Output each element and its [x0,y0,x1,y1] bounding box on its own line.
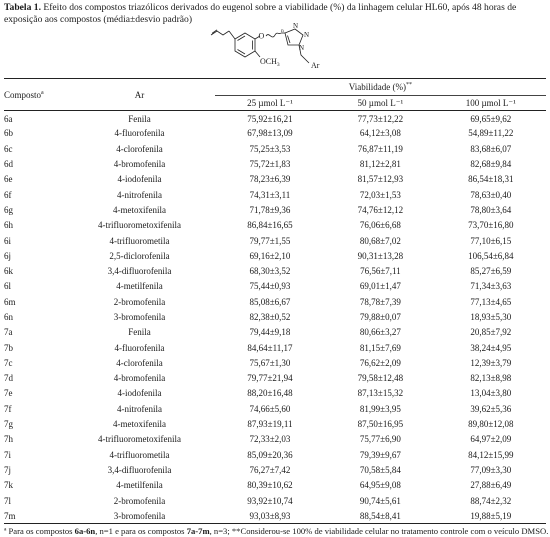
viab-50-cell: 87,50±16,95 [357,419,404,430]
table-caption [4,2,546,25]
header-viabilidade: Viabilidade (%)** [215,79,546,96]
composto-cell: 7g [4,419,13,430]
composto-cell: 6d [4,159,13,170]
ar-cell: 4-metoxifenila [113,204,166,215]
viab-100-cell: 38,24±4,95 [470,342,512,353]
ar-cell: 4-trifluorometila [109,449,170,460]
viab-50-cell: 64,95±9,08 [359,480,401,491]
allyl-chain [211,31,229,35]
viab-50-cell: 88,54±8,41 [359,510,401,521]
ar-cell: 4-fluorofenila [114,128,165,139]
viab-100-cell: 73,70±16,80 [468,220,514,231]
viab-50-cell: 90,74±5,61 [359,495,401,506]
table-row [4,309,546,324]
viab-25-cell: 76,27±7,42 [249,464,291,475]
viab-100-cell: 78,80±3,64 [470,204,512,215]
ar-cell: 4-clorofenila [116,357,163,368]
table-row [4,371,546,386]
table-row [4,126,546,141]
viab-100-cell: 82,13±8,98 [470,373,512,384]
viab-100-cell: 12,39±3,79 [470,357,512,368]
viab-100-cell: 27,88±6,49 [470,480,512,491]
viab-100-cell: 84,12±15,99 [468,449,514,460]
composto-cell: 7j [4,464,12,475]
ar-cell: Fenila [128,327,151,338]
composto-cell: 7d [4,373,13,384]
viab-25-cell: 80,39±10,62 [247,480,293,491]
composto-cell: 6h [4,220,13,231]
triazole-n-label-1: N [304,31,310,39]
viab-25-cell: 84,64±11,17 [247,342,293,353]
table-row [4,493,546,508]
table-row [4,202,546,217]
table-row [4,156,546,171]
allyl-link-bond [229,31,235,39]
ar-cell: 4-iodofenila [117,174,162,185]
ar-cell: 4-trifluorometoxifenila [98,434,181,445]
ar-cell: 4-clorofenila [116,143,163,154]
table-row [4,401,546,416]
ar-cell: 4-metoxifenila [113,419,166,430]
viab-50-cell: 70,58±5,84 [359,464,401,475]
composto-cell: 6m [4,296,16,307]
viab-25-cell: 85,08±6,67 [249,296,291,307]
ar-cell: 4-trifluorometoxifenila [98,220,181,231]
viab-50-cell: 76,06±6,68 [359,220,401,231]
viab-25-cell: 69,16±2,10 [249,250,291,261]
ar-cell: 4-bromofenila [113,373,166,384]
viab-25-cell: 72,33±2,03 [249,434,291,445]
composto-cell: 6n [4,312,13,322]
viab-50-cell: 81,99±3,95 [359,403,401,414]
viab-100-cell: 71,34±3,63 [470,281,512,292]
viab-25-cell: 71,78±9,36 [249,204,291,215]
viab-50-cell: 87,13±15,32 [357,388,404,399]
viab-25-cell: 87,93±19,11 [247,419,293,430]
viab-100-cell: 13,04±3,80 [470,388,512,399]
viab-100-cell: 18,93±5,30 [470,312,512,322]
ar-cell: 2-bromofenila [113,296,166,307]
table-row [4,508,546,523]
table-row [4,478,546,493]
viab-50-cell: 64,12±3,08 [359,128,401,139]
ar-cell: 4-nitrofenila [117,403,162,414]
ar-cell: 3,4-difluorofenila [107,266,172,277]
viab-100-cell: 83,68±6,07 [470,143,512,154]
ether-oxygen: O [258,31,265,41]
viab-50-cell: 90,31±13,28 [357,250,404,261]
viab-25-cell: 68,30±3,52 [249,266,291,277]
viab-25-cell: 78,23±6,39 [249,174,291,185]
table-row [4,279,546,294]
table-row [4,248,546,263]
table-footnote: ª Para os compostos 6a-6n, n=1 e para os compostos 7a-7m, n=3; **Considerou-se 100% de viabilidade celular no tratamento controle com o veículo DMSO. [4,526,549,536]
viab-25-cell: 79,77±1,55 [249,235,291,246]
viab-50-cell: 74,76±12,12 [357,204,404,215]
ar-cell: 4-metilfenila [116,480,163,491]
ar-cell: 4-bromofenila [113,159,166,170]
ar-cell: 2-bromofenila [113,495,166,506]
header-conc-50: 50 µmol L⁻¹ [357,97,404,108]
composto-cell: 7h [4,434,13,445]
ar-cell: 3-bromofenila [113,510,166,521]
alkyl-chain [266,33,281,37]
composto-cell: 6k [4,266,13,277]
aryl-label: Ar [311,61,320,70]
composto-cell: 6i [4,235,12,246]
benzene-ring [235,33,255,57]
viab-100-cell: 89,80±12,08 [468,419,514,430]
composto-cell: 7a [4,327,13,338]
table-row [4,386,546,401]
viab-100-cell: 77,13±4,65 [470,296,512,307]
viab-50-cell: 76,62±2,09 [359,357,401,368]
viab-50-cell: 78,78±7,39 [359,296,401,307]
viab-100-cell: 106,54±6,84 [468,250,514,261]
viab-100-cell: 54,89±11,22 [468,128,514,139]
viab-50-cell: 80,68±7,02 [359,235,401,246]
table-row [4,355,546,370]
viab-100-cell: 20,85±7,92 [470,327,512,338]
viab-50-cell: 80,66±3,27 [359,327,401,338]
viab-100-cell: 77,09±3,30 [470,464,512,475]
viab-50-cell: 81,12±2,81 [359,159,401,170]
viab-50-cell: 69,01±1,47 [359,281,401,292]
composto-cell: 7b [4,342,13,353]
table-row [4,462,546,477]
structure-drawing [205,22,345,75]
table-row [4,263,546,278]
table-body [4,111,546,524]
table-row [4,294,546,309]
composto-cell: 6c [4,143,13,154]
viab-50-cell: 75,77±6,90 [359,434,401,445]
viab-25-cell: 86,84±16,65 [247,220,293,231]
composto-cell: 7l [4,495,12,506]
ar-cell: 4-trifluorometila [109,235,170,246]
viab-25-cell: 93,92±10,74 [247,495,293,506]
viab-100-cell: 69,65±9,62 [470,114,512,125]
viab-25-cell: 82,38±0,52 [249,312,291,322]
composto-cell: 7c [4,357,13,368]
ar-cell: 3,4-difluorofenila [107,464,172,475]
table-row [4,447,546,462]
viab-25-cell: 74,66±5,60 [249,403,291,414]
viab-25-cell: 75,92±16,21 [247,114,293,125]
viab-25-cell: 74,31±3,11 [249,189,291,200]
viab-100-cell: 85,27±6,59 [470,266,512,277]
viab-50-cell: 72,03±1,53 [359,189,401,200]
composto-cell: 6l [4,281,12,292]
viab-50-cell: 79,58±12,48 [357,373,404,384]
composto-cell: 7k [4,480,13,491]
header-ar: Ar [134,89,145,100]
table-row [4,111,546,126]
header-conc-100: 100 µmol L⁻¹ [465,97,516,108]
ar-cell: Fenila [128,114,151,125]
chain-n-label: n [281,28,284,34]
viab-100-cell: 78,63±0,40 [470,189,512,200]
viability-table [4,78,546,524]
viab-100-cell: 88,74±2,32 [470,495,512,506]
table-row [4,187,546,202]
triazole-inner-bond [288,36,291,44]
table-row [4,172,546,187]
chemical-structure [205,22,345,75]
viab-50-cell: 81,15±7,69 [359,342,401,353]
composto-cell: 7e [4,388,13,399]
table-row [4,233,546,248]
table-row [4,218,546,233]
viab-25-cell: 75,25±3,53 [249,143,291,154]
viab-50-cell: 79,88±0,07 [359,312,401,322]
composto-cell: 7i [4,449,12,460]
composto-cell: 6a [4,114,13,125]
viab-25-cell: 75,67±1,30 [249,357,291,368]
header-conc-25: 25 µmol L⁻¹ [247,97,293,108]
composto-cell: 6g [4,204,13,215]
viab-25-cell: 75,44±0,93 [249,281,291,292]
viab-100-cell: 64,97±2,09 [470,434,512,445]
table-row [4,141,546,156]
composto-cell: 6f [4,189,12,200]
viab-50-cell: 79,39±9,67 [359,449,401,460]
ar-cell: 4-fluorofenila [114,342,165,353]
viab-25-cell: 75,72±1,83 [249,159,291,170]
caption-text: Efeito dos compostos triazólicos derivados do eugenol sobre a viabilidade (%) da linhagem celular HL60, após 48 horas de exposição aos compostos (média±desvio padrão) [4,2,517,25]
table-header-row-1 [4,79,546,96]
triazole-n-label-2: N [299,44,305,52]
composto-cell: 7m [4,510,16,521]
viab-100-cell: 77,10±6,15 [470,235,512,246]
header-composto: Composto$^a$ [4,89,44,100]
ar-cell: 4-iodofenila [117,388,162,399]
table-row [4,432,546,447]
caption-label: Tabela 1. [4,2,41,13]
viab-50-cell: 81,57±12,93 [357,174,404,185]
composto-cell: 6j [4,250,12,261]
viab-25-cell: 93,03±8,93 [249,510,291,521]
ar-cell: 4-metilfenila [116,281,163,292]
composto-cell: 6b [4,128,13,139]
triazole-n-label-3: N [293,22,299,30]
ar-cell: 4-nitrofenila [117,189,162,200]
table-row [4,340,546,355]
composto-cell: 6e [4,174,13,185]
methoxy-label: $OCH_3$ [260,57,280,68]
viab-50-cell: 76,56±7,11 [360,266,401,277]
ar-cell: 3-bromofenila [113,312,166,322]
viab-25-cell: 88,20±16,48 [247,388,293,399]
viab-25-cell: 85,09±20,36 [247,449,293,460]
ar-cell: 2,5-diclorofenila [109,250,170,261]
viab-100-cell: 86,54±18,31 [468,174,514,185]
table-row [4,416,546,431]
viab-25-cell: 79,44±9,18 [249,327,291,338]
viab-25-cell: 67,98±13,09 [247,128,293,139]
viab-100-cell: 19,88±5,19 [470,510,512,521]
viab-100-cell: 82,68±9,84 [470,159,512,170]
composto-cell: 7f [4,403,12,414]
viab-50-cell: 76,87±11,19 [357,143,403,154]
viab-50-cell: 77,73±12,22 [357,114,404,125]
table-row [4,325,546,340]
viab-25-cell: 79,77±21,94 [247,373,293,384]
viab-100-cell: 39,62±5,36 [470,403,512,414]
